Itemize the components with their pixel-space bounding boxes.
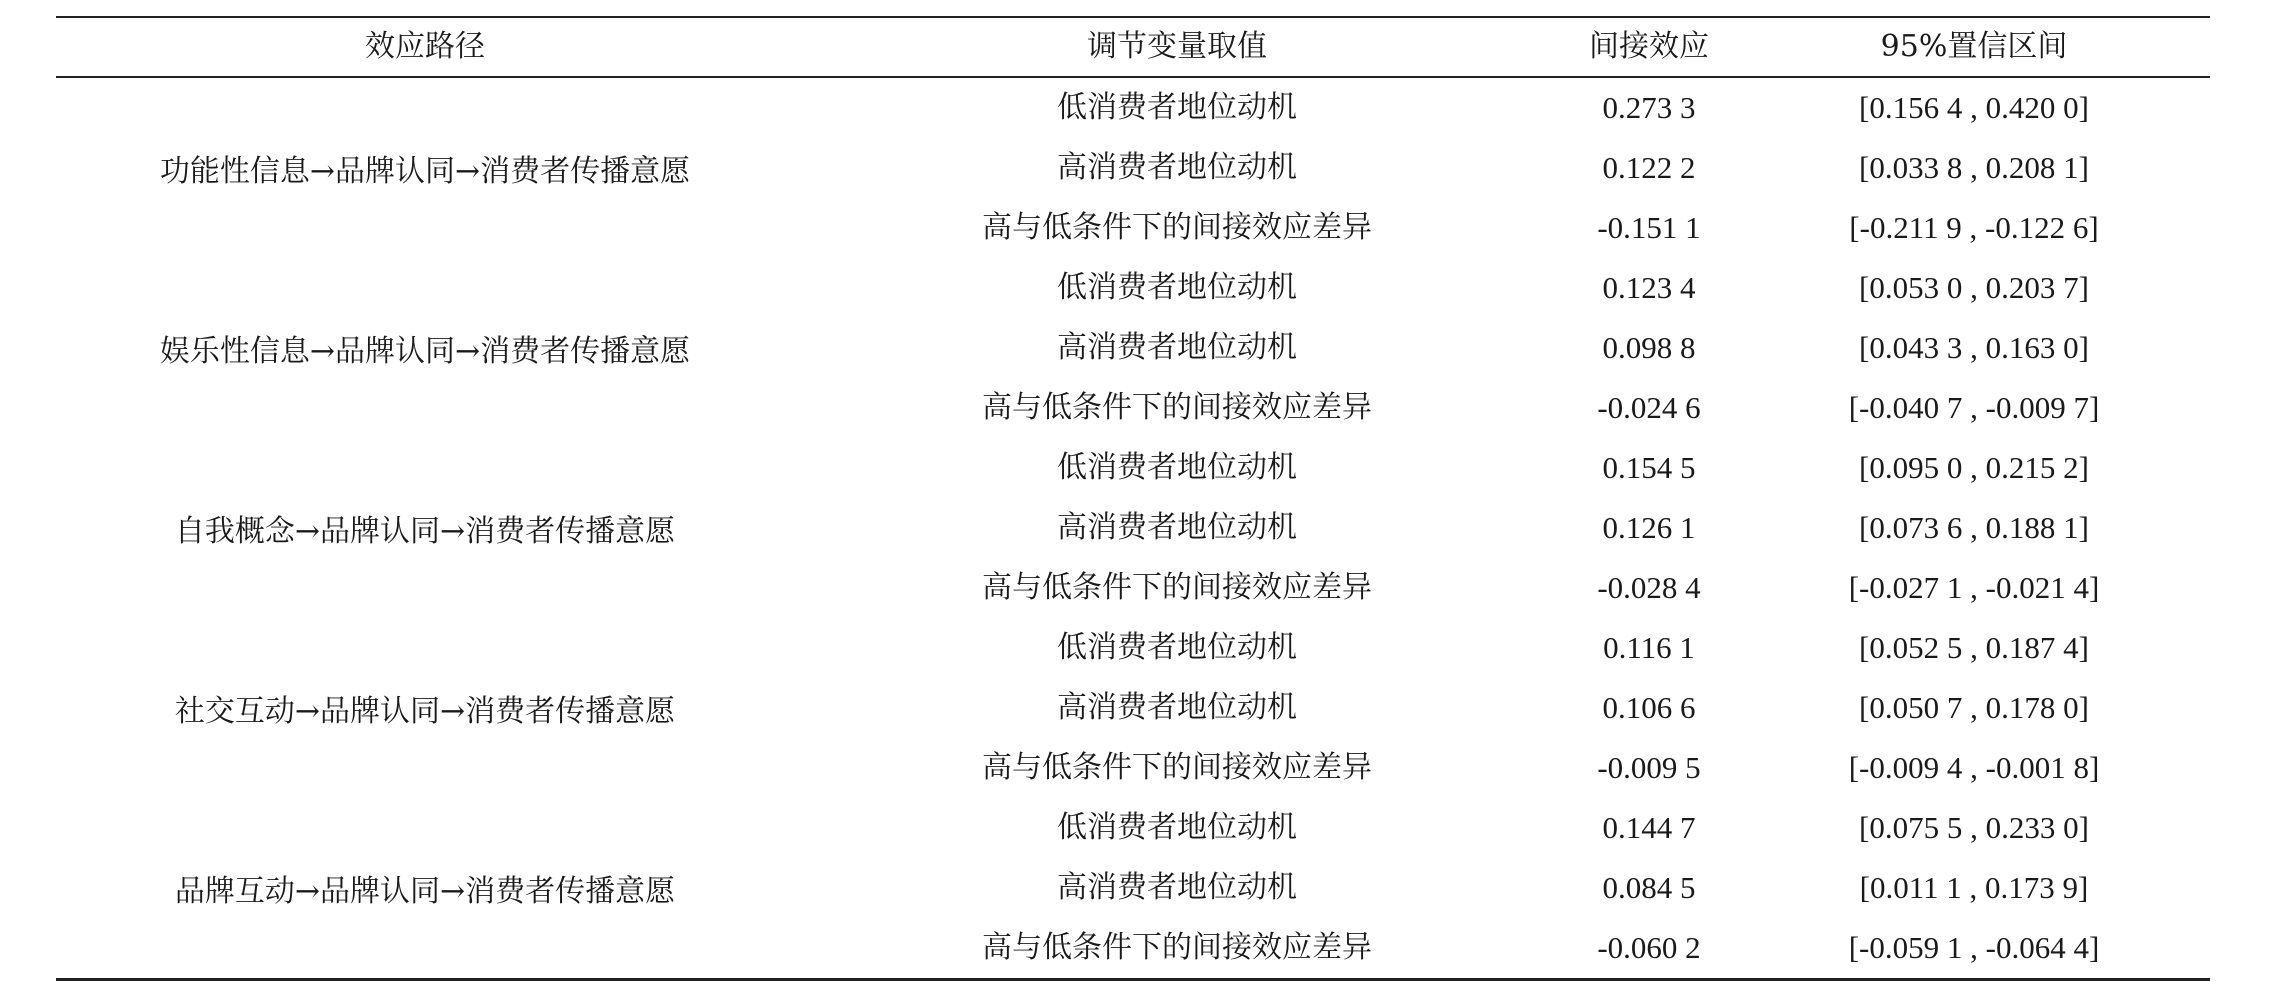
moderator-cell: 低消费者地位动机 <box>1057 630 1297 665</box>
ci-cell: [0.095 0 , 0.215 2] <box>1859 450 2089 485</box>
effect-cell: -0.060 2 <box>1597 930 1701 965</box>
effect-path-cell: 自我概念→品牌认同→消费者传播意愿 <box>174 514 676 549</box>
table-row <box>794 78 2210 138</box>
moderator-cell: 高与低条件下的间接效应差异 <box>982 930 1372 965</box>
table-row <box>794 498 2210 558</box>
effect-cell: 0.098 8 <box>1602 330 1696 365</box>
table-header-row <box>56 18 2210 76</box>
moderator-cell: 高与低条件下的间接效应差异 <box>982 390 1372 425</box>
effect-path-cell: 娱乐性信息→品牌认同→消费者传播意愿 <box>159 334 691 369</box>
ci-cell: [0.052 5 , 0.187 4] <box>1859 630 2089 665</box>
table-row <box>794 318 2210 378</box>
effect-path-cell: 社交互动→品牌认同→消费者传播意愿 <box>174 694 676 729</box>
table-group <box>56 78 2210 258</box>
table-group <box>56 258 2210 438</box>
ci-cell: [0.053 0 , 0.203 7] <box>1859 270 2089 305</box>
table-group <box>56 798 2210 978</box>
effect-cell: 0.144 7 <box>1602 810 1696 845</box>
table-row <box>794 858 2210 918</box>
ci-cell: [-0.211 9 , -0.122 6] <box>1849 210 2099 245</box>
header-indirect-effect: 间接效应 <box>1589 29 1709 64</box>
effect-cell: -0.028 4 <box>1597 570 1701 605</box>
table-group <box>56 438 2210 618</box>
moderator-cell: 高与低条件下的间接效应差异 <box>982 750 1372 785</box>
table-row <box>794 798 2210 858</box>
effect-cell: 0.126 1 <box>1602 510 1696 545</box>
table-row <box>794 678 2210 738</box>
table-row <box>794 618 2210 678</box>
ci-cell: [-0.027 1 , -0.021 4] <box>1848 570 2100 605</box>
ci-cell: [0.043 3 , 0.163 0] <box>1859 330 2089 365</box>
moderator-cell: 高与低条件下的间接效应差异 <box>982 570 1372 605</box>
table-row <box>794 738 2210 798</box>
moderator-cell: 低消费者地位动机 <box>1057 450 1297 485</box>
table-group <box>56 618 2210 798</box>
moderator-cell: 高与低条件下的间接效应差异 <box>982 210 1372 245</box>
header-ci: 95%置信区间 <box>1880 29 2068 64</box>
effect-cell: -0.024 6 <box>1597 390 1701 425</box>
effect-cell: 0.116 1 <box>1603 630 1695 665</box>
ci-cell: [0.050 7 , 0.178 0] <box>1859 690 2089 725</box>
moderator-cell: 低消费者地位动机 <box>1057 810 1297 845</box>
table-row <box>794 918 2210 978</box>
table-body <box>56 78 2210 978</box>
moderator-cell: 高消费者地位动机 <box>1057 150 1297 185</box>
moderator-cell: 高消费者地位动机 <box>1057 690 1297 725</box>
moderator-cell: 高消费者地位动机 <box>1057 330 1297 365</box>
effect-path-cell: 功能性信息→品牌认同→消费者传播意愿 <box>159 154 691 189</box>
header-path: 效应路径 <box>365 29 485 64</box>
effect-cell: -0.009 5 <box>1597 750 1701 785</box>
ci-cell: [-0.009 4 , -0.001 8] <box>1848 750 2100 785</box>
table-row <box>794 378 2210 438</box>
header-moderator: 调节变量取值 <box>1087 29 1267 64</box>
effect-cell: 0.122 2 <box>1602 150 1696 185</box>
effect-cell: 0.106 6 <box>1602 690 1696 725</box>
results-table <box>56 16 2210 981</box>
ci-cell: [-0.040 7 , -0.009 7] <box>1848 390 2100 425</box>
effect-cell: 0.154 5 <box>1602 450 1696 485</box>
effect-cell: 0.084 5 <box>1602 870 1696 905</box>
effect-cell: -0.151 1 <box>1597 210 1701 245</box>
ci-cell: [0.075 5 , 0.233 0] <box>1859 810 2089 845</box>
ci-cell: [0.156 4 , 0.420 0] <box>1859 90 2089 125</box>
moderator-cell: 低消费者地位动机 <box>1057 270 1297 305</box>
ci-cell: [-0.059 1 , -0.064 4] <box>1848 930 2100 965</box>
moderator-cell: 高消费者地位动机 <box>1057 870 1297 905</box>
ci-cell: [0.011 1 , 0.173 9] <box>1859 870 2089 905</box>
effect-cell: 0.123 4 <box>1602 270 1696 305</box>
table-row <box>794 138 2210 198</box>
ci-cell: [0.073 6 , 0.188 1] <box>1859 510 2089 545</box>
effect-cell: 0.273 3 <box>1602 90 1696 125</box>
table-row <box>794 198 2210 258</box>
table-row <box>794 438 2210 498</box>
table-row <box>794 558 2210 618</box>
moderator-cell: 高消费者地位动机 <box>1057 510 1297 545</box>
moderator-cell: 低消费者地位动机 <box>1057 90 1297 125</box>
table-row <box>794 258 2210 318</box>
ci-cell: [0.033 8 , 0.208 1] <box>1859 150 2089 185</box>
effect-path-cell: 品牌互动→品牌认同→消费者传播意愿 <box>174 874 676 909</box>
